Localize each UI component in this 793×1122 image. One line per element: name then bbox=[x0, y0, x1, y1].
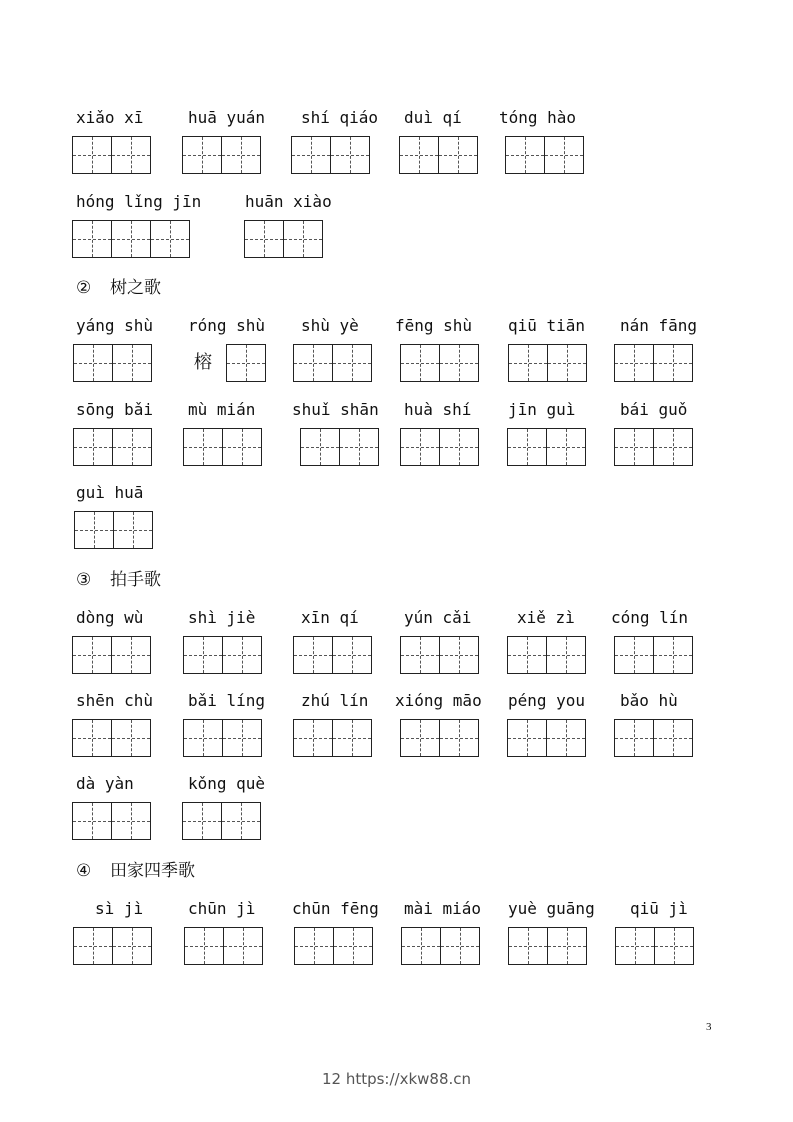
writing-grid[interactable] bbox=[507, 428, 586, 466]
character-box[interactable] bbox=[544, 136, 584, 174]
pinyin-label: nán fāng bbox=[620, 316, 698, 335]
character-box[interactable] bbox=[226, 344, 266, 382]
character-box[interactable] bbox=[244, 220, 284, 258]
pinyin-label: guì huā bbox=[76, 483, 144, 502]
writing-grid[interactable] bbox=[293, 344, 372, 382]
character-box[interactable] bbox=[184, 927, 224, 965]
section-number: ② bbox=[76, 278, 92, 298]
writing-grid[interactable] bbox=[294, 927, 373, 965]
character-box[interactable] bbox=[438, 136, 478, 174]
character-box[interactable] bbox=[439, 636, 479, 674]
character-box[interactable] bbox=[150, 220, 190, 258]
writing-grid[interactable] bbox=[293, 719, 372, 757]
pinyin-label: róng shù bbox=[188, 316, 266, 335]
writing-grid[interactable] bbox=[182, 136, 261, 174]
writing-grid[interactable] bbox=[400, 344, 479, 382]
character-box[interactable] bbox=[330, 136, 370, 174]
character-box[interactable] bbox=[112, 927, 152, 965]
character-box[interactable] bbox=[111, 802, 151, 840]
character-box[interactable] bbox=[73, 344, 113, 382]
writing-grid[interactable] bbox=[614, 344, 693, 382]
writing-grid[interactable] bbox=[507, 636, 586, 674]
character-box[interactable] bbox=[440, 927, 480, 965]
character-box[interactable] bbox=[113, 511, 153, 549]
writing-grid[interactable] bbox=[72, 636, 151, 674]
writing-grid[interactable] bbox=[507, 719, 586, 757]
writing-grid[interactable] bbox=[72, 220, 190, 258]
character-box[interactable] bbox=[546, 719, 586, 757]
pinyin-label: kǒng què bbox=[188, 774, 266, 793]
character-box[interactable] bbox=[400, 428, 440, 466]
character-box[interactable] bbox=[653, 428, 693, 466]
pinyin-label: péng you bbox=[508, 691, 586, 710]
writing-grid[interactable] bbox=[72, 136, 151, 174]
pinyin-label: mù mián bbox=[188, 400, 256, 419]
character-box[interactable] bbox=[546, 636, 586, 674]
pinyin-label: dà yàn bbox=[76, 774, 134, 793]
writing-grid[interactable] bbox=[73, 927, 152, 965]
writing-grid[interactable] bbox=[508, 344, 587, 382]
character-box[interactable] bbox=[339, 428, 379, 466]
pinyin-label: cóng lín bbox=[611, 608, 689, 627]
character-box[interactable] bbox=[400, 636, 440, 674]
pinyin-label: yuè guāng bbox=[508, 899, 595, 918]
writing-grid[interactable] bbox=[183, 719, 262, 757]
writing-grid[interactable] bbox=[614, 719, 693, 757]
character-box[interactable] bbox=[614, 428, 654, 466]
writing-grid[interactable] bbox=[508, 927, 587, 965]
pinyin-label: yáng shù bbox=[76, 316, 154, 335]
character-box[interactable] bbox=[507, 428, 547, 466]
character-box[interactable] bbox=[293, 344, 333, 382]
character-box[interactable] bbox=[111, 220, 151, 258]
writing-grid[interactable] bbox=[73, 344, 152, 382]
character-box[interactable] bbox=[507, 636, 547, 674]
pinyin-label: xióng māo bbox=[395, 691, 482, 710]
character-box[interactable] bbox=[547, 344, 587, 382]
pinyin-label: shuǐ shān bbox=[292, 400, 379, 419]
writing-grid[interactable] bbox=[505, 136, 584, 174]
pinyin-label: jīn guì bbox=[508, 400, 576, 419]
writing-grid[interactable] bbox=[400, 636, 479, 674]
pinyin-label: mài miáo bbox=[404, 899, 482, 918]
footer-url: 12 https://xkw88.cn bbox=[321, 1070, 472, 1088]
character-box[interactable] bbox=[399, 136, 439, 174]
section-number: ③ bbox=[76, 570, 92, 590]
character-box[interactable] bbox=[72, 136, 112, 174]
character-box[interactable] bbox=[111, 636, 151, 674]
section-title-text: 拍手歌 bbox=[110, 570, 161, 590]
writing-grid[interactable] bbox=[291, 136, 370, 174]
character-box[interactable] bbox=[221, 136, 261, 174]
writing-grid[interactable] bbox=[399, 136, 478, 174]
character-box[interactable] bbox=[222, 636, 262, 674]
writing-grid[interactable] bbox=[183, 428, 262, 466]
character-box[interactable] bbox=[182, 802, 222, 840]
character-box[interactable] bbox=[182, 136, 222, 174]
pinyin-label: dòng wù bbox=[76, 608, 144, 627]
character-box[interactable] bbox=[183, 636, 223, 674]
pinyin-label: chūn fēng bbox=[292, 899, 379, 918]
character-box[interactable] bbox=[508, 927, 548, 965]
writing-grid[interactable] bbox=[182, 802, 261, 840]
character-box[interactable] bbox=[400, 719, 440, 757]
character-box[interactable] bbox=[507, 719, 547, 757]
pinyin-label: qiū tiān bbox=[508, 316, 586, 335]
writing-grid[interactable] bbox=[74, 511, 153, 549]
pinyin-label: huà shí bbox=[404, 400, 472, 419]
writing-grid[interactable] bbox=[400, 719, 479, 757]
writing-grid[interactable] bbox=[72, 802, 151, 840]
character-box[interactable] bbox=[73, 428, 113, 466]
character-box[interactable] bbox=[222, 719, 262, 757]
character-box[interactable] bbox=[653, 719, 693, 757]
character-box[interactable] bbox=[505, 136, 545, 174]
character-box[interactable] bbox=[72, 719, 112, 757]
pinyin-label: bǎi líng bbox=[188, 691, 266, 710]
character-box[interactable] bbox=[294, 927, 334, 965]
pinyin-label: hóng lǐng jīn bbox=[76, 192, 202, 211]
character-box[interactable] bbox=[333, 927, 373, 965]
writing-grid[interactable] bbox=[183, 636, 262, 674]
pinyin-label: fēng shù bbox=[395, 316, 473, 335]
character-box[interactable] bbox=[653, 636, 693, 674]
character-box[interactable] bbox=[400, 344, 440, 382]
character-box[interactable] bbox=[547, 927, 587, 965]
character-box[interactable] bbox=[291, 136, 331, 174]
pinyin-label: yún cǎi bbox=[404, 608, 472, 627]
character-box[interactable] bbox=[614, 344, 654, 382]
writing-grid[interactable] bbox=[614, 428, 693, 466]
pinyin-label: sì jì bbox=[95, 899, 144, 918]
section-title bbox=[76, 856, 195, 881]
pinyin-label: bái guǒ bbox=[620, 400, 688, 419]
writing-grid[interactable] bbox=[615, 927, 694, 965]
pinyin-label: sōng bǎi bbox=[76, 400, 154, 419]
pinyin-label: xīn qí bbox=[301, 608, 359, 627]
character-box[interactable] bbox=[332, 719, 372, 757]
writing-grid[interactable] bbox=[293, 636, 372, 674]
pinyin-label: shì jiè bbox=[188, 608, 256, 627]
character-box[interactable] bbox=[614, 719, 654, 757]
character-box[interactable] bbox=[439, 344, 479, 382]
section-title bbox=[76, 273, 161, 298]
character-box[interactable] bbox=[439, 719, 479, 757]
writing-grid[interactable] bbox=[401, 927, 480, 965]
character-box[interactable] bbox=[332, 344, 372, 382]
character-box[interactable] bbox=[111, 136, 151, 174]
character-box[interactable] bbox=[73, 927, 113, 965]
section-title bbox=[76, 565, 161, 590]
writing-grid[interactable] bbox=[614, 636, 693, 674]
pinyin-label: chūn jì bbox=[188, 899, 256, 918]
writing-grid[interactable] bbox=[400, 428, 479, 466]
pinyin-label: qiū jì bbox=[630, 899, 688, 918]
pinyin-label: shēn chù bbox=[76, 691, 154, 710]
character-box[interactable] bbox=[222, 428, 262, 466]
writing-grid[interactable] bbox=[300, 428, 379, 466]
character-box[interactable] bbox=[546, 428, 586, 466]
page-number: 3 bbox=[706, 1021, 712, 1033]
character-box[interactable] bbox=[223, 927, 263, 965]
section-number: ④ bbox=[76, 861, 92, 881]
character-box[interactable] bbox=[615, 927, 655, 965]
character-box[interactable] bbox=[72, 802, 112, 840]
pinyin-label: huā yuán bbox=[188, 108, 266, 127]
character-box[interactable] bbox=[293, 636, 333, 674]
character-box[interactable] bbox=[401, 927, 441, 965]
character-box[interactable] bbox=[72, 636, 112, 674]
pinyin-label: bǎo hù bbox=[620, 691, 678, 710]
character-box[interactable] bbox=[300, 428, 340, 466]
pinyin-label: tóng hào bbox=[499, 108, 577, 127]
character-box[interactable] bbox=[508, 344, 548, 382]
section-title-text: 田家四季歌 bbox=[110, 861, 195, 881]
section-title-text: 树之歌 bbox=[110, 278, 161, 298]
pinyin-label: xiǎo xī bbox=[76, 108, 144, 127]
character-box[interactable] bbox=[112, 344, 152, 382]
character-box[interactable] bbox=[283, 220, 323, 258]
pinyin-label: shù yè bbox=[301, 316, 359, 335]
pinyin-label: shí qiáo bbox=[301, 108, 379, 127]
pinyin-label: duì qí bbox=[404, 108, 462, 127]
writing-grid[interactable] bbox=[244, 220, 323, 258]
character-box[interactable] bbox=[183, 428, 223, 466]
given-character: 榕 bbox=[194, 352, 212, 373]
writing-grid[interactable] bbox=[72, 719, 151, 757]
pinyin-label: xiě zì bbox=[517, 608, 575, 627]
character-box[interactable] bbox=[654, 927, 694, 965]
character-box[interactable] bbox=[293, 719, 333, 757]
character-box[interactable] bbox=[74, 511, 114, 549]
writing-grid[interactable] bbox=[184, 927, 263, 965]
character-box[interactable] bbox=[614, 636, 654, 674]
character-box[interactable] bbox=[112, 428, 152, 466]
character-box[interactable] bbox=[72, 220, 112, 258]
character-box[interactable] bbox=[653, 344, 693, 382]
pinyin-label: huān xiào bbox=[245, 192, 332, 211]
character-box[interactable] bbox=[439, 428, 479, 466]
character-box[interactable] bbox=[332, 636, 372, 674]
character-box[interactable] bbox=[111, 719, 151, 757]
character-box[interactable] bbox=[221, 802, 261, 840]
writing-grid[interactable] bbox=[188, 344, 266, 382]
character-box[interactable] bbox=[183, 719, 223, 757]
pinyin-label: zhú lín bbox=[301, 691, 369, 710]
writing-grid[interactable] bbox=[73, 428, 152, 466]
